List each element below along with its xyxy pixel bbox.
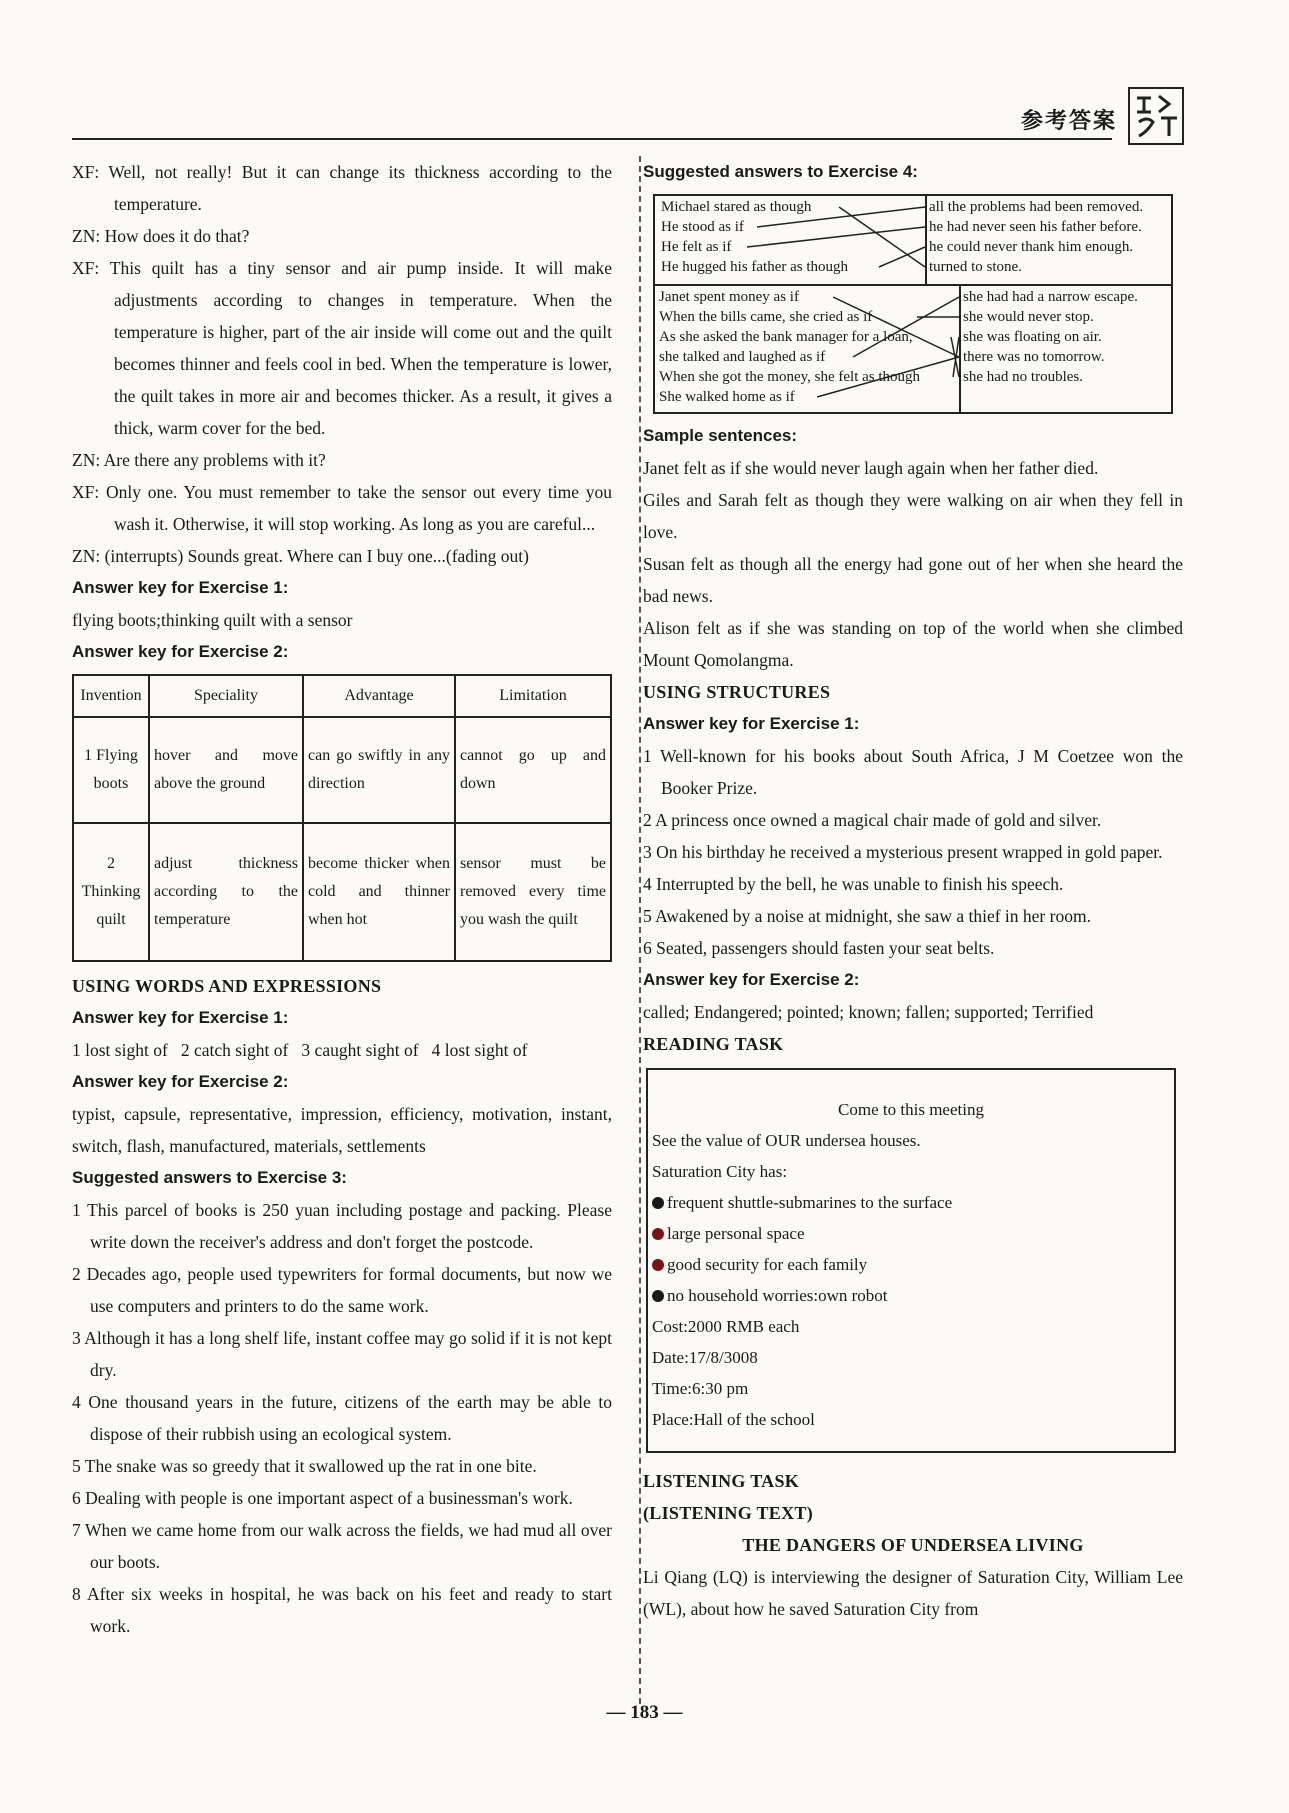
list-item: 4 Interrupted by the bell, he was unable to finish his speech. xyxy=(643,874,1064,894)
table-header: Limitation xyxy=(455,675,611,717)
match-left: When she got the money, she felt as though xyxy=(659,369,921,385)
matching-box xyxy=(653,286,1173,414)
sample-sentence: Giles and Sarah felt as though they were walking on air when they fell in love. xyxy=(643,490,1183,542)
list-item: 5 Awakened by a noise at midnight, she saw a thief in her room. xyxy=(643,906,1091,926)
table-cell: adjust thickness according to the temperature xyxy=(149,823,303,961)
match-left: She walked home as if xyxy=(659,389,795,405)
bullet-icon xyxy=(652,1259,664,1271)
bullet-icon xyxy=(652,1228,664,1240)
listening-title: THE DANGERS OF UNDERSEA LIVING xyxy=(742,1535,1084,1555)
list-item: 2 A princess once owned a magical chair made of gold and silver. xyxy=(643,810,1102,830)
table-cell: hover and move above the ground xyxy=(149,717,303,823)
list-item: 3 On his birthday he received a mysterious present wrapped in gold paper. xyxy=(643,842,1163,862)
answer-key-heading: Suggested answers to Exercise 3: xyxy=(72,1168,347,1187)
match-right: he had never seen his father before. xyxy=(929,219,1142,235)
match-left: He felt as if xyxy=(661,239,732,255)
list-item: 6 Dealing with people is one important aspect of a businessman's work. xyxy=(72,1488,573,1508)
match-right: all the problems had been removed. xyxy=(929,199,1144,215)
match-lines-icon xyxy=(655,196,1175,286)
list-item: 8 After six weeks in hospital, he was back on his feet and ready to start work. xyxy=(72,1584,612,1636)
match-left: He stood as if xyxy=(661,219,744,235)
table-header: Speciality xyxy=(149,675,303,717)
match-right: she was floating on air. xyxy=(963,329,1102,345)
answer-key-heading: Answer key for Exercise 1: xyxy=(643,714,860,733)
match-right: she had no troubles. xyxy=(963,369,1083,385)
matching-diagram xyxy=(653,194,1173,414)
matching-box xyxy=(653,194,1173,286)
answer-key-heading: Answer key for Exercise 2: xyxy=(72,642,289,661)
list-item: 2 Decades ago, people used typewriters for formal documents, but now we use computers and printers to do the same work. xyxy=(72,1264,612,1316)
poster-line: Place:Hall of the school xyxy=(652,1410,815,1429)
list-item: 6 Seated, passengers should fasten your seat belts. xyxy=(643,938,995,958)
invention-table xyxy=(72,674,612,962)
answer-key-heading: Suggested answers to Exercise 4: xyxy=(643,162,918,181)
dialog-line: XF: Well, not really! But it can change its thickness according to the temperature. xyxy=(72,162,612,214)
poster-bullet: good security for each family xyxy=(652,1249,1170,1280)
poster-line: Saturation City has: xyxy=(652,1162,788,1181)
poster-line: Date:17/8/3008 xyxy=(652,1348,758,1367)
match-left: As she asked the bank manager for a loan, xyxy=(659,329,913,345)
bullet-icon xyxy=(652,1197,664,1209)
match-left: Janet spent money as if xyxy=(659,289,799,305)
section-heading: USING STRUCTURES xyxy=(643,682,831,702)
dialog-line: XF: This quilt has a tiny sensor and air pump inside. It will make adjustments according to changes in temperature. When the temperature is higher, part of the air inside will come out and the quilt becomes thinner and feels cool in bed. When the temperature is lower, the quilt takes in more air and becomes thicker. As a result, it gives a thick, warm cover for the bed. xyxy=(72,258,613,438)
column-divider xyxy=(639,156,641,1704)
match-left: Michael stared as though xyxy=(661,199,812,215)
list-item: 3 Although it has a long shelf life, instant coffee may go solid if it is not kept dry. xyxy=(72,1328,612,1380)
list-item: 1 Well-known for his books about South Africa, J M Coetzee won the Booker Prize. xyxy=(643,746,1183,798)
header-rule xyxy=(72,138,1112,140)
match-right: there was no tomorrow. xyxy=(963,349,1105,365)
table-row xyxy=(73,823,611,961)
sample-sentence: Alison felt as if she was standing on top of the world when she climbed Mount Qomolangma. xyxy=(643,618,1183,670)
poster-line: Time:6:30 pm xyxy=(652,1379,749,1398)
table-row xyxy=(73,717,611,823)
match-right: she would never stop. xyxy=(963,309,1094,325)
reading-poster xyxy=(646,1068,1176,1453)
list-item: 4 One thousand years in the future, citizens of the earth may be able to dispose of their rubbish using an ecological system. xyxy=(72,1392,612,1444)
table-cell: 1 Flying boots xyxy=(73,717,149,823)
list-item: 5 The snake was so greedy that it swallowed up the rat in one bite. xyxy=(72,1456,537,1476)
header-logo-icon xyxy=(1127,86,1185,146)
dialog-line: XF: Only one. You must remember to take the sensor out every time you wash it. Otherwise, it will stop working. As long as you are careful... xyxy=(72,482,613,534)
match-right: she had had a narrow escape. xyxy=(963,289,1138,305)
answer-key-text: called; Endangered; pointed; known; fallen; supported; Terrified xyxy=(643,1002,1094,1022)
match-right: turned to stone. xyxy=(929,259,1022,275)
table-cell: become thicker when cold and thinner when hot xyxy=(303,823,455,961)
answer-key-heading: Sample sentences: xyxy=(643,426,798,445)
bullet-icon xyxy=(652,1290,664,1302)
section-heading: USING WORDS AND EXPRESSIONS xyxy=(72,976,382,996)
table-cell: sensor must be removed every time you wash the quilt xyxy=(455,823,611,961)
table-cell: cannot go up and down xyxy=(455,717,611,823)
answer-key-text: 1 lost sight of 2 catch sight of 3 caught sight of 4 lost sight of xyxy=(72,1040,528,1060)
sample-sentence: Janet felt as if she would never laugh again when her father died. xyxy=(643,458,1099,478)
answer-key-heading: Answer key for Exercise 2: xyxy=(643,970,860,989)
dialog-line: ZN: (interrupts) Sounds great. Where can I buy one...(fading out) xyxy=(72,546,529,566)
list-item: 1 This parcel of books is 250 yuan including postage and packing. Please write down the receiver's address and don't forget the postcode. xyxy=(72,1200,612,1252)
section-subheading: (LISTENING TEXT) xyxy=(643,1503,814,1523)
table-cell: can go swiftly in any direction xyxy=(303,717,455,823)
poster-bullet: large personal space xyxy=(652,1218,1170,1249)
match-left: When the bills came, she cried as if xyxy=(659,309,873,325)
poster-bullet: frequent shuttle-submarines to the surface xyxy=(652,1187,1170,1218)
match-lines-icon xyxy=(655,286,1175,412)
answer-key-heading: Answer key for Exercise 2: xyxy=(72,1072,289,1091)
dialog-line: ZN: Are there any problems with it? xyxy=(72,450,326,470)
table-header: Advantage xyxy=(303,675,455,717)
table-header: Invention xyxy=(73,675,149,717)
listening-text: Li Qiang (LQ) is interviewing the designer of Saturation City, William Lee (WL), about how he saved Saturation City from xyxy=(643,1567,1183,1619)
table-cell: 2 Thinking quilt xyxy=(73,823,149,961)
page-number: — 183 — xyxy=(606,1702,683,1723)
dialog-line: ZN: How does it do that? xyxy=(72,226,250,246)
poster-line: See the value of OUR undersea houses. xyxy=(652,1131,921,1150)
section-heading: LISTENING TASK xyxy=(643,1471,800,1491)
answer-key-heading: Answer key for Exercise 1: xyxy=(72,578,289,597)
sample-sentence: Susan felt as though all the energy had gone out of her when she heard the bad news. xyxy=(643,554,1183,606)
left-column xyxy=(72,156,612,1642)
match-left: He hugged his father as though xyxy=(661,259,849,275)
dialog-block xyxy=(72,156,612,572)
poster-title: Come to this meeting xyxy=(838,1100,984,1119)
answer-key-text: typist, capsule, representative, impression, efficiency, motivation, instant, switch, flash, manufactured, materials, settlements xyxy=(72,1104,612,1156)
answer-key-heading: Answer key for Exercise 1: xyxy=(72,1008,289,1027)
match-right: he could never thank him enough. xyxy=(929,239,1134,255)
poster-line: Cost:2000 RMB each xyxy=(652,1317,800,1336)
answer-key-text: flying boots;thinking quilt with a sensor xyxy=(72,610,353,630)
right-column xyxy=(643,156,1183,1625)
section-heading: READING TASK xyxy=(643,1034,784,1054)
match-left: she talked and laughed as if xyxy=(659,349,826,365)
header-title: 参考答案 xyxy=(1020,108,1117,133)
poster-bullet: no household worries:own robot xyxy=(652,1280,1170,1311)
list-item: 7 When we came home from our walk across the fields, we had mud all over our boots. xyxy=(72,1520,612,1572)
